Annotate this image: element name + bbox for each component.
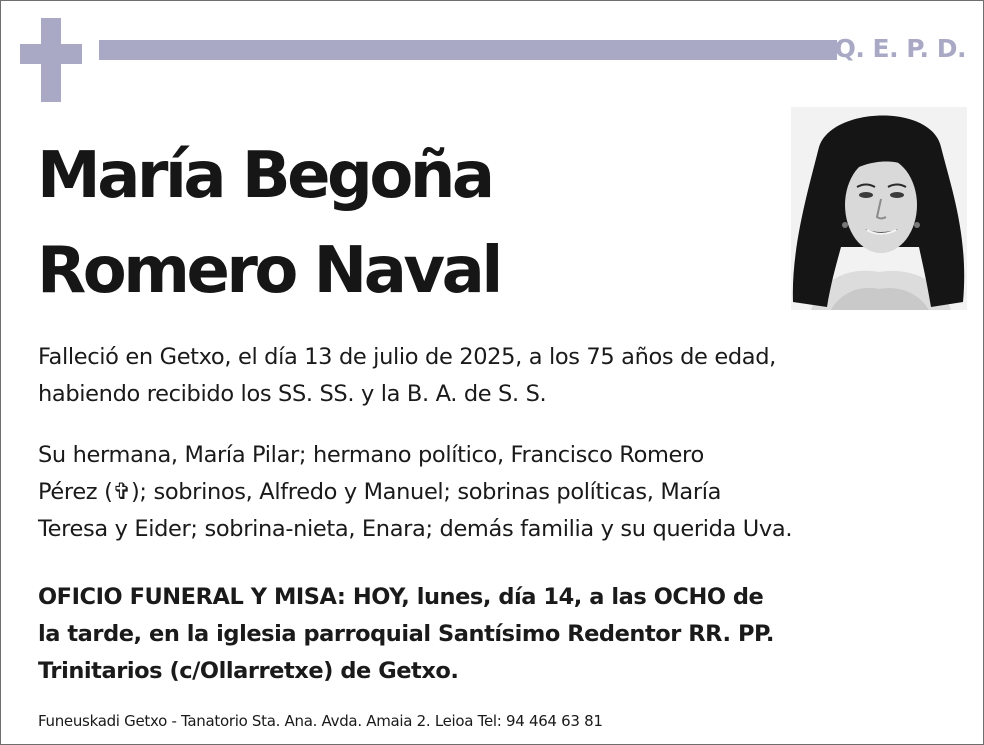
funeral-home-footer: Funeuskadi Getxo - Tanatorio Sta. Ana. Avda. Amaia 2. Leioa Tel: 94 464 63 81 [38, 712, 603, 730]
cross-icon [20, 18, 82, 102]
family-line: Su hermana, María Pilar; hermano político, Francisco Romero [38, 442, 704, 468]
deceased-name-last: Romero Naval [37, 234, 500, 308]
family-line: Teresa y Eider; sobrina-nieta, Enara; demás familia y su querida Uva. [38, 516, 793, 542]
family-line: Pérez (✞); sobrinos, Alfredo y Manuel; sobrinas políticas, María [38, 479, 722, 505]
family-paragraph [38, 437, 968, 548]
funeral-line: la tarde, en la iglesia parroquial Santísimo Redentor RR. PP. [38, 621, 774, 647]
funeral-line: Trinitarios (c/Ollarretxe) de Getxo. [38, 658, 459, 684]
header-rule [99, 40, 837, 60]
funeral-paragraph [38, 579, 968, 690]
death-notice-paragraph [38, 339, 968, 413]
death-notice-line: habiendo recibido los SS. SS. y la B. A. de S. S. [38, 381, 547, 407]
funeral-line: OFICIO FUNERAL Y MISA: HOY, lunes, día 14, a las OCHO de [38, 584, 764, 610]
deceased-name-first: María Begoña [37, 139, 492, 213]
qepd-label: Q. E. P. D. [834, 34, 966, 63]
death-notice-line: Falleció en Getxo, el día 13 de julio de 2025, a los 75 años de edad, [38, 344, 776, 370]
portrait-photo [791, 107, 967, 310]
